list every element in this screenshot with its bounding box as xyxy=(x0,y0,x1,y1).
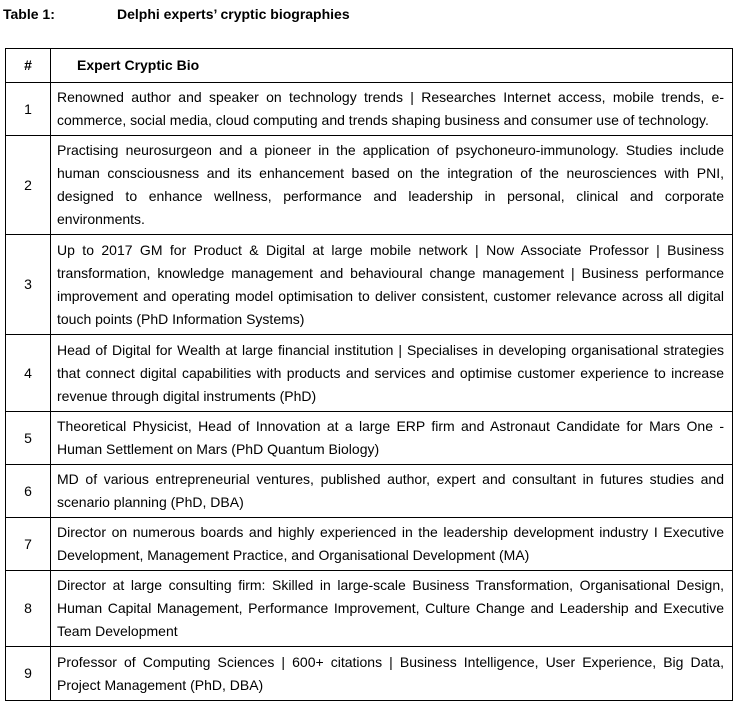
row-number: 3 xyxy=(6,235,51,335)
table-header-row xyxy=(6,49,733,83)
table-caption xyxy=(3,6,350,22)
table-caption-title: Delphi experts’ cryptic biographies xyxy=(117,6,350,22)
row-number: 1 xyxy=(6,83,51,136)
row-number: 4 xyxy=(6,335,51,412)
table-caption-label: Table 1: xyxy=(3,6,55,22)
table-row xyxy=(6,83,733,136)
row-number: 7 xyxy=(6,518,51,571)
row-bio: Professor of Computing Sciences | 600+ citations | Business Intelligence, User Experience, Big Data, Project Management (PhD, DBA) xyxy=(51,647,733,701)
table-row xyxy=(6,136,733,235)
table-row xyxy=(6,465,733,518)
row-bio: Renowned author and speaker on technology trends | Researches Internet access, mobile trends, e-commerce, social media, cloud computing and trends shaping business and consumer use of technology. xyxy=(51,83,733,136)
header-number: # xyxy=(6,49,51,83)
table-row xyxy=(6,571,733,647)
header-bio: Expert Cryptic Bio xyxy=(51,49,733,83)
row-bio: MD of various entrepreneurial ventures, published author, expert and consultant in futures studies and scenario planning (PhD, DBA) xyxy=(51,465,733,518)
row-bio: Head of Digital for Wealth at large financial institution | Specialises in developing organisational strategies that connect digital capabilities with products and services and optimise customer experience to increase revenue through digital instruments (PhD) xyxy=(51,335,733,412)
row-bio: Director on numerous boards and highly experienced in the leadership development industry I Executive Development, Management Practice, and Organisational Development (MA) xyxy=(51,518,733,571)
table-row xyxy=(6,235,733,335)
table-row xyxy=(6,412,733,465)
row-number: 8 xyxy=(6,571,51,647)
table-row xyxy=(6,335,733,412)
row-bio: Practising neurosurgeon and a pioneer in the application of psychoneuro-immunology. Studies include human consciousness and its enhancement based on the integration of the neurosciences with PNI, designed to enhance wellness, performance and leadership in personal, clinical and corporate environments. xyxy=(51,136,733,235)
row-bio: Up to 2017 GM for Product & Digital at large mobile network | Now Associate Professor | Business transformation, knowledge management and behavioural change management | Business performance improvement and operating model optimisation to deliver consistent, customer relevance across all digital touch points (PhD Information Systems) xyxy=(51,235,733,335)
table-row xyxy=(6,518,733,571)
biographies-table xyxy=(5,48,733,701)
row-number: 9 xyxy=(6,647,51,701)
row-bio: Director at large consulting firm: Skilled in large-scale Business Transformation, Organisational Design, Human Capital Management, Performance Improvement, Culture Change and Leadership and Executive Team Development xyxy=(51,571,733,647)
row-number: 2 xyxy=(6,136,51,235)
table-row xyxy=(6,647,733,701)
row-bio: Theoretical Physicist, Head of Innovation at a large ERP firm and Astronaut Candidate for Mars One - Human Settlement on Mars (PhD Quantum Biology) xyxy=(51,412,733,465)
row-number: 6 xyxy=(6,465,51,518)
row-number: 5 xyxy=(6,412,51,465)
